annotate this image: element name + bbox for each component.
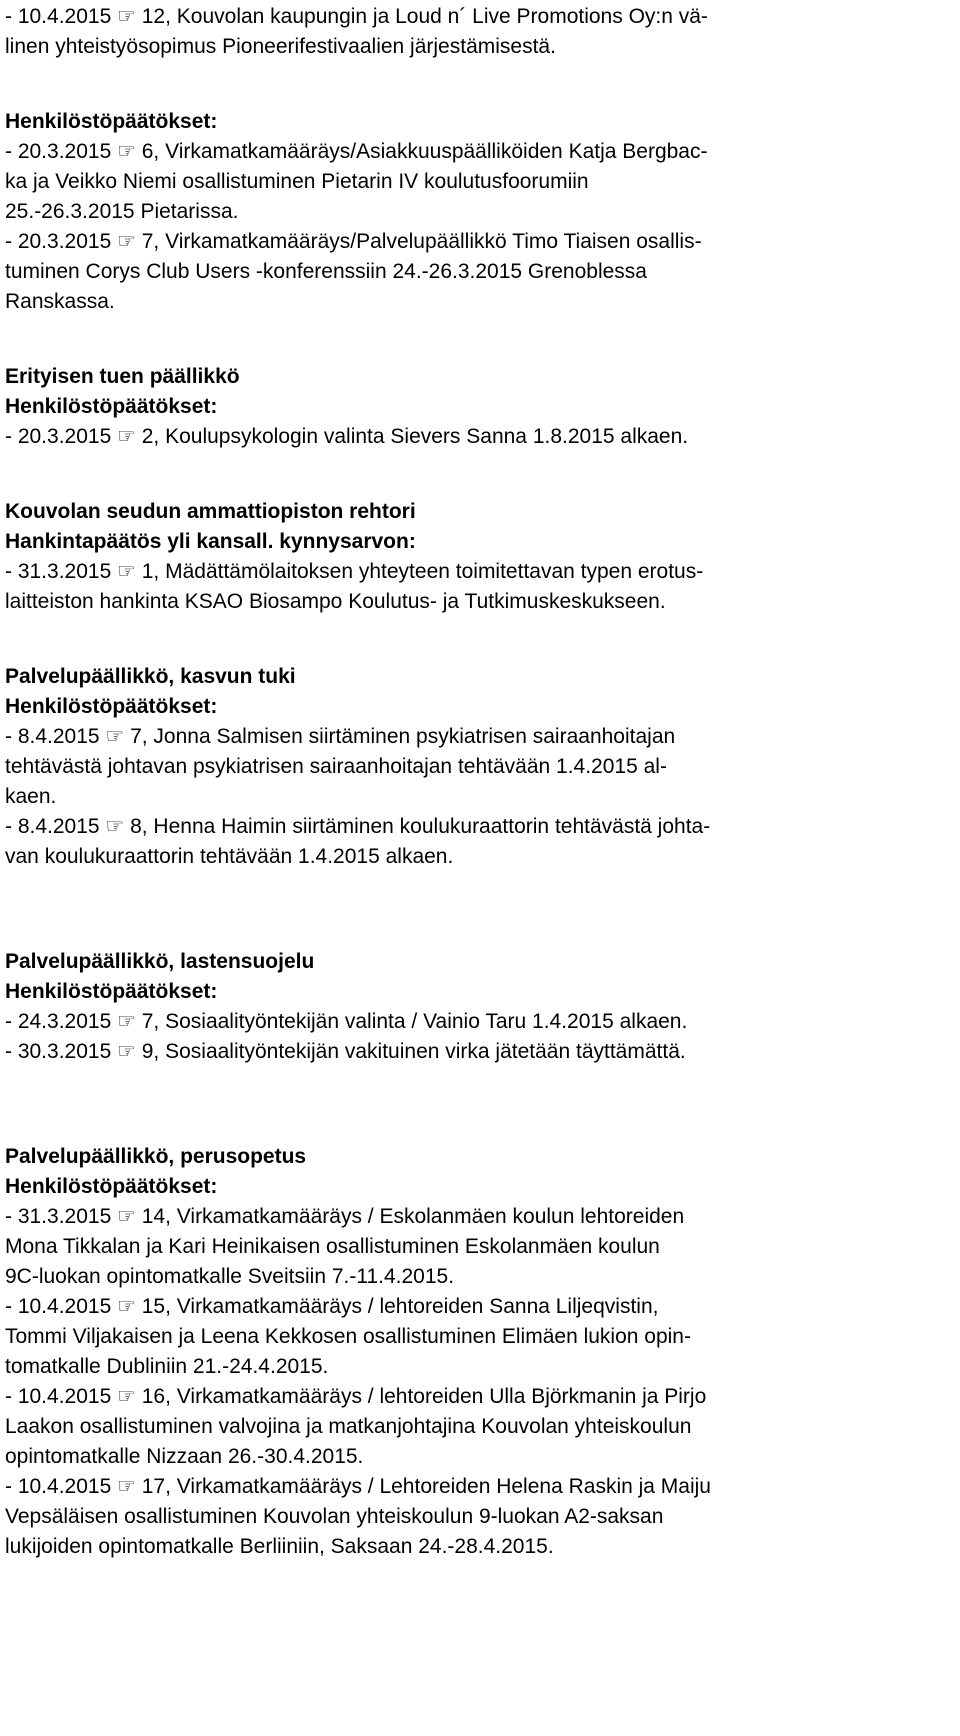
decision-line: - 10.4.2015 ☞ 16, Virkamatkamääräys / lehtoreiden Ulla Björkmanin ja Pirjo — [5, 1385, 707, 1408]
decision-block — [5, 497, 953, 617]
spacer — [5, 452, 953, 497]
decision-line: - 31.3.2015 ☞ 14, Virkamatkamääräys / Eskolanmäen koulun lehtoreiden — [5, 1205, 685, 1228]
decision-line: laitteiston hankinta KSAO Biosampo Koulutus- ja Tutkimuskeskukseen. — [5, 590, 666, 613]
section-subheading: Henkilöstöpäätökset: — [5, 110, 218, 133]
decision-line: Laakon osallistuminen valvojina ja matkanjohtajina Kouvolan yhteiskoulun — [5, 1415, 692, 1438]
decision-line: - 8.4.2015 ☞ 7, Jonna Salmisen siirtäminen psykiatrisen sairaanhoitajan — [5, 725, 676, 748]
decision-line: - 10.4.2015 ☞ 17, Virkamatkamääräys / Lehtoreiden Helena Raskin ja Maiju — [5, 1475, 711, 1498]
decision-line: opintomatkalle Nizzaan 26.-30.4.2015. — [5, 1445, 364, 1468]
decision-line: linen yhteistyösopimus Pioneerifestivaalien järjestämisestä. — [5, 35, 556, 58]
section-subheading: Henkilöstöpäätökset: — [5, 980, 218, 1003]
decision-line: - 20.3.2015 ☞ 2, Koulupsykologin valinta Sievers Sanna 1.8.2015 alkaen. — [5, 425, 689, 448]
decision-line: - 20.3.2015 ☞ 7, Virkamatkamääräys/Palvelupäällikkö Timo Tiaisen osallis- — [5, 230, 702, 253]
decision-line: Ranskassa. — [5, 290, 115, 313]
spacer — [5, 317, 953, 362]
section-subheading: Henkilöstöpäätökset: — [5, 1175, 218, 1198]
section-subheading: Henkilöstöpäätökset: — [5, 695, 218, 718]
section-subheading: Hankintapäätös yli kansall. kynnysarvon: — [5, 530, 416, 553]
decision-line: tehtävästä johtavan psykiatrisen sairaanhoitajan tehtävään 1.4.2015 al- — [5, 755, 667, 778]
spacer — [5, 617, 953, 662]
spacer — [5, 872, 953, 947]
decision-line: 25.-26.3.2015 Pietarissa. — [5, 200, 239, 223]
decision-line: - 10.4.2015 ☞ 12, Kouvolan kaupungin ja Loud n´ Live Promotions Oy:n vä- — [5, 5, 708, 28]
decision-line: kaen. — [5, 785, 57, 808]
decision-line: - 20.3.2015 ☞ 6, Virkamatkamääräys/Asiakkuuspäälliköiden Katja Bergbac- — [5, 140, 708, 163]
section-heading: Palvelupäällikkö, kasvun tuki — [5, 665, 296, 688]
decision-line: Tommi Viljakaisen ja Leena Kekkosen osallistuminen Elimäen lukion opin- — [5, 1325, 691, 1348]
section-heading: Erityisen tuen päällikkö — [5, 365, 240, 388]
decision-line: lukijoiden opintomatkalle Berliiniin, Saksaan 24.-28.4.2015. — [5, 1535, 554, 1558]
section-subheading: Henkilöstöpäätökset: — [5, 395, 218, 418]
section-heading: Kouvolan seudun ammattiopiston rehtori — [5, 500, 416, 523]
decision-line: - 10.4.2015 ☞ 15, Virkamatkamääräys / lehtoreiden Sanna Liljeqvistin, — [5, 1295, 659, 1318]
decision-line: - 24.3.2015 ☞ 7, Sosiaalityöntekijän valinta / Vainio Taru 1.4.2015 alkaen. — [5, 1010, 688, 1033]
section-heading: Palvelupäällikkö, lastensuojelu — [5, 950, 315, 973]
decision-line: tuminen Corys Club Users -konferenssiin 24.-26.3.2015 Grenoblessa — [5, 260, 647, 283]
document-page — [5, 2, 953, 1562]
decision-block — [5, 362, 953, 452]
decision-line: 9C-luokan opintomatkalle Sveitsiin 7.-11.4.2015. — [5, 1265, 455, 1288]
decision-line: Vepsäläisen osallistuminen Kouvolan yhteiskoulun 9-luokan A2-saksan — [5, 1505, 664, 1528]
decision-line: - 8.4.2015 ☞ 8, Henna Haimin siirtäminen koulukuraattorin tehtävästä johta- — [5, 815, 711, 838]
spacer — [5, 1067, 953, 1142]
decision-line: ka ja Veikko Niemi osallistuminen Pietarin IV koulutusfoorumiin — [5, 170, 589, 193]
decision-block — [5, 947, 953, 1067]
decision-line: tomatkalle Dubliniin 21.-24.4.2015. — [5, 1355, 329, 1378]
decision-line: - 31.3.2015 ☞ 1, Mädättämölaitoksen yhteyteen toimitettavan typen erotus- — [5, 560, 704, 583]
decision-block — [5, 2, 953, 62]
decision-line: van koulukuraattorin tehtävään 1.4.2015 alkaen. — [5, 845, 454, 868]
decision-line: - 30.3.2015 ☞ 9, Sosiaalityöntekijän vakituinen virka jätetään täyttämättä. — [5, 1040, 686, 1063]
section-heading: Palvelupäällikkö, perusopetus — [5, 1145, 307, 1168]
decision-block — [5, 107, 953, 317]
decision-block — [5, 1142, 953, 1562]
decision-block — [5, 662, 953, 872]
spacer — [5, 62, 953, 107]
decision-line: Mona Tikkalan ja Kari Heinikaisen osallistuminen Eskolanmäen koulun — [5, 1235, 660, 1258]
